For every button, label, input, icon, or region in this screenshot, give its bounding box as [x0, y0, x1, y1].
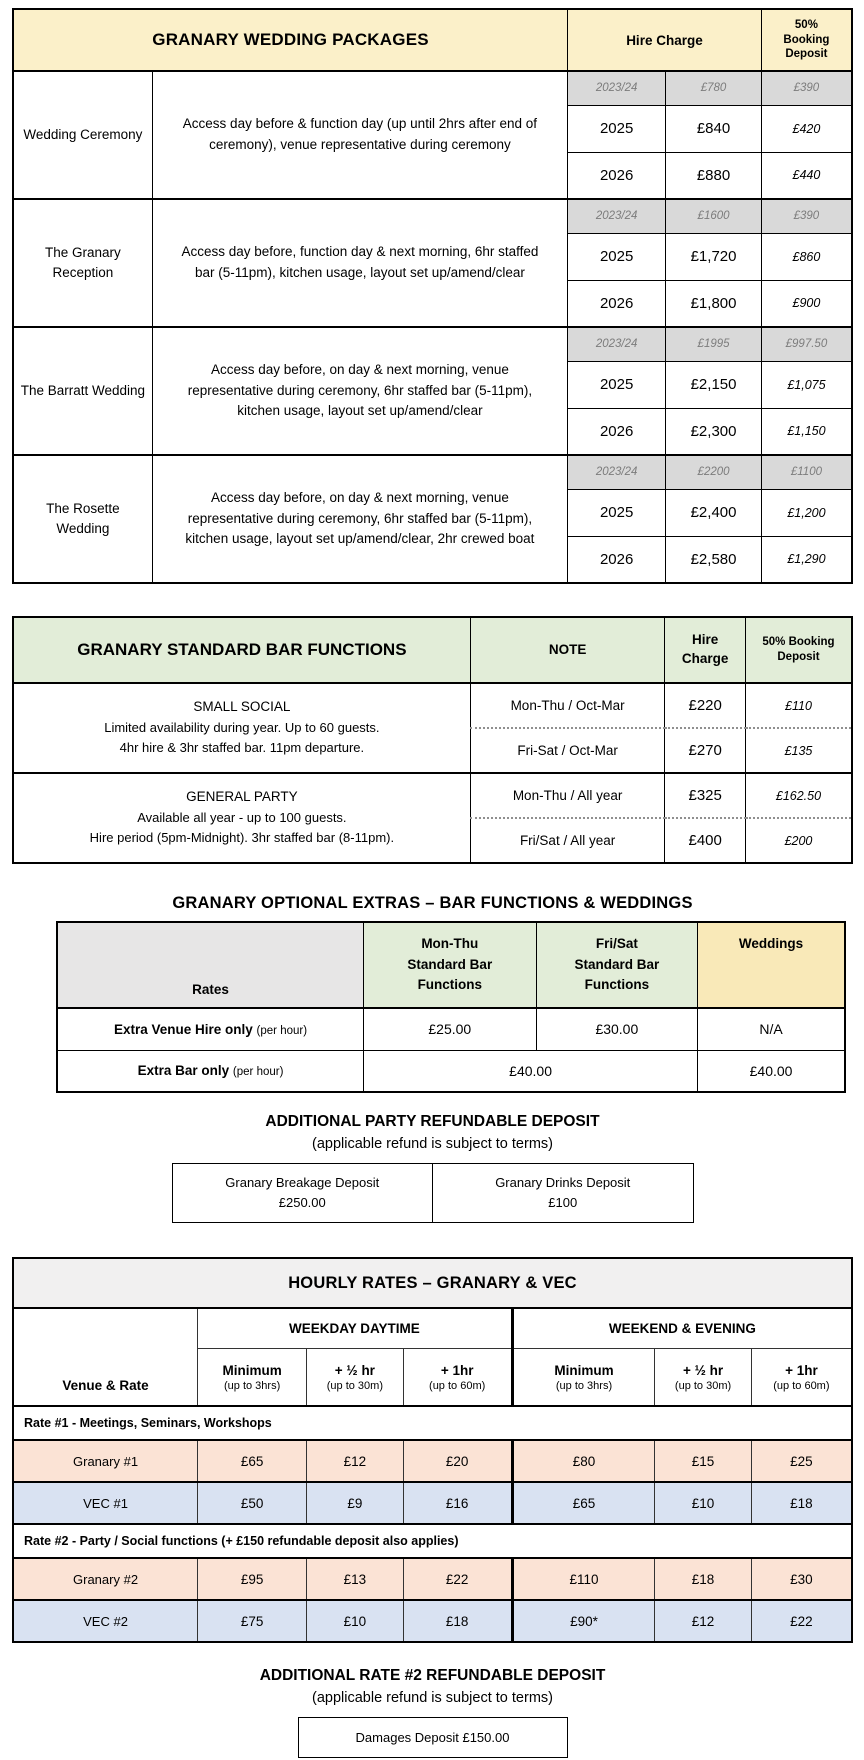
hourly-group-row [13, 1308, 852, 1348]
option-charge: £220 [665, 683, 746, 728]
price-deposit: £1,290 [761, 536, 852, 583]
option-charge: £325 [665, 773, 746, 818]
price-deposit: £390 [761, 199, 852, 233]
price-charge: £2200 [666, 455, 762, 489]
price-deposit: £1,150 [761, 408, 852, 455]
option-note: Fri/Sat / All year [470, 818, 665, 863]
hourly-rates-table [12, 1257, 853, 1643]
party-deposit-subheading: (applicable refund is subject to terms) [312, 1136, 553, 1152]
extras-value-combined: £40.00 [364, 1050, 698, 1092]
optional-extras-table [56, 921, 846, 1093]
venue-rate-name: VEC #2 [13, 1600, 198, 1642]
price-deposit: £420 [761, 105, 852, 152]
option-note: Mon-Thu / All year [470, 773, 665, 818]
table-row [13, 1558, 852, 1600]
wedding-packages-table [12, 8, 853, 584]
option-note: Fri-Sat / Oct-Mar [470, 728, 665, 773]
price-deposit: £1,075 [761, 361, 852, 408]
rate-value: £25 [751, 1440, 852, 1482]
label-text: Extra Venue Hire only [113, 1021, 253, 1037]
rate-value: £80 [512, 1440, 655, 1482]
rate-value: £15 [655, 1440, 751, 1482]
bar-functions-table [12, 616, 853, 864]
deposit-cell [173, 1164, 434, 1222]
deposit-label: Granary Drinks Deposit [495, 1175, 631, 1190]
package-name: The Barratt Wedding [13, 327, 152, 455]
rate-value: £90* [512, 1600, 655, 1642]
price-year: 2026 [568, 152, 666, 199]
rate-value: £95 [198, 1558, 307, 1600]
price-deposit: £900 [761, 280, 852, 327]
option-charge: £400 [665, 818, 746, 863]
extras-row-label [57, 1008, 364, 1050]
rate-band-row [13, 1524, 852, 1558]
package-name: The Granary Reception [13, 199, 152, 327]
subcol-range: (up to 60m) [773, 1379, 830, 1392]
price-year: 2023/24 [568, 455, 666, 489]
price-charge: £1995 [666, 327, 762, 361]
hourly-table-title: HOURLY RATES – GRANARY & VEC [13, 1258, 852, 1308]
table-row [57, 1050, 845, 1092]
function-name: SMALL SOCIAL [193, 699, 291, 715]
label-unit: (per hour) [232, 1066, 284, 1079]
label-text: Extra Bar only [137, 1063, 230, 1079]
price-charge: £1600 [666, 199, 762, 233]
option-note: Mon-Thu / Oct-Mar [470, 683, 665, 728]
subcol-main: + 1hr [785, 1362, 818, 1378]
table-row [57, 1008, 845, 1050]
price-charge: £2,400 [666, 489, 762, 536]
subcol-range: (up to 60m) [429, 1379, 486, 1392]
hire-charge-header: Hire Charge [665, 617, 746, 683]
venue-rate-name: VEC #1 [13, 1482, 198, 1524]
subcol-header [307, 1348, 403, 1406]
function-name: GENERAL PARTY [186, 789, 298, 805]
weddings-header: Weddings [698, 922, 845, 1008]
rate-value: £18 [751, 1482, 852, 1524]
extras-value: £30.00 [536, 1008, 698, 1050]
rate-value: £18 [403, 1600, 512, 1642]
hire-charge-header: Hire Charge [568, 9, 762, 71]
table-row [13, 773, 852, 818]
rate-value: £10 [307, 1600, 403, 1642]
option-deposit: £200 [745, 818, 852, 863]
price-year: 2023/24 [568, 71, 666, 105]
rates-header: Rates [57, 922, 364, 1008]
price-year: 2025 [568, 105, 666, 152]
rate-value: £65 [512, 1482, 655, 1524]
table-row [13, 455, 852, 489]
subcol-range: (up to 3hrs) [555, 1379, 613, 1392]
package-description: Access day before & function day (up until 2hrs after end of ceremony), venue representative during ceremony [152, 71, 567, 199]
monthu-header [364, 922, 537, 1008]
package-description: Access day before, on day & next morning, venue representative during ceremony, 6hr staffed bar (5-11pm), kitchen usage, layout set up/amend/clear, 2hr crewed boat [152, 455, 567, 583]
rate-band-row [13, 1406, 852, 1440]
extras-value: £25.00 [364, 1008, 537, 1050]
extras-row-label [57, 1050, 364, 1092]
rate-value: £22 [751, 1600, 852, 1642]
wedding-header-row [13, 9, 852, 71]
function-desc-line: Available all year - up to 100 guests. [137, 810, 347, 826]
subcol-main: Minimum [554, 1362, 614, 1378]
rate-value: £75 [198, 1600, 307, 1642]
booking-deposit-header: 50% Booking Deposit [761, 9, 852, 71]
rate-value: £20 [403, 1440, 512, 1482]
price-deposit: £860 [761, 233, 852, 280]
price-charge: £2,150 [666, 361, 762, 408]
note-header: NOTE [470, 617, 665, 683]
rate2-deposit-heading: ADDITIONAL RATE #2 REFUNDABLE DEPOSIT [259, 1667, 606, 1685]
package-name: Wedding Ceremony [13, 71, 152, 199]
header-line: Standard Bar [574, 956, 660, 972]
price-deposit: £440 [761, 152, 852, 199]
price-year: 2023/24 [568, 327, 666, 361]
rate-value: £110 [512, 1558, 655, 1600]
header-line: Standard Bar [407, 956, 493, 972]
booking-deposit-header: 50% Booking Deposit [745, 617, 852, 683]
option-charge: £270 [665, 728, 746, 773]
price-deposit: £1100 [761, 455, 852, 489]
subcol-range: (up to 3hrs) [223, 1379, 281, 1392]
rate-value: £50 [198, 1482, 307, 1524]
table-row [13, 1482, 852, 1524]
price-charge: £1,800 [666, 280, 762, 327]
function-desc-line: 4hr hire & 3hr staffed bar. 11pm departure. [119, 740, 365, 756]
weekend-group-header: WEEKEND & EVENING [512, 1308, 852, 1348]
price-deposit: £390 [761, 71, 852, 105]
header-line: Functions [584, 977, 650, 993]
deposit-cell [433, 1164, 693, 1222]
price-charge: £780 [666, 71, 762, 105]
table-row [13, 199, 852, 233]
rate-value: £13 [307, 1558, 403, 1600]
venue-rate-name: Granary #1 [13, 1440, 198, 1482]
bar-table-title: GRANARY STANDARD BAR FUNCTIONS [13, 617, 470, 683]
subcol-header [512, 1348, 655, 1406]
price-charge: £2,300 [666, 408, 762, 455]
function-description [13, 683, 470, 773]
function-desc-line: Hire period (5pm-Midnight). 3hr staffed bar (8-11pm). [89, 830, 395, 846]
rate2-deposit-subheading: (applicable refund is subject to terms) [312, 1690, 553, 1707]
subcol-header [655, 1348, 751, 1406]
package-name: The Rosette Wedding [13, 455, 152, 583]
table-row [13, 71, 852, 105]
party-deposit-heading: ADDITIONAL PARTY REFUNDABLE DEPOSIT [265, 1113, 600, 1130]
table-row [13, 327, 852, 361]
rate-value: £22 [403, 1558, 512, 1600]
table-row [13, 683, 852, 728]
rate-value: £10 [655, 1482, 751, 1524]
subcol-header [198, 1348, 307, 1406]
price-year: 2025 [568, 361, 666, 408]
deposit-label: Granary Breakage Deposit [225, 1175, 380, 1190]
package-description: Access day before, on day & next morning, venue representative during ceremony, 6hr staffed bar (5-11pm), kitchen usage, layout set up/amend/clear [152, 327, 567, 455]
rate-value: £30 [751, 1558, 852, 1600]
damages-deposit-box: Damages Deposit £150.00 [298, 1717, 568, 1758]
wedding-table-title: GRANARY WEDDING PACKAGES [13, 9, 568, 71]
option-deposit: £162.50 [745, 773, 852, 818]
price-year: 2025 [568, 489, 666, 536]
function-desc-line: Limited availability during year. Up to 60 guests. [104, 720, 380, 736]
subcol-header [751, 1348, 852, 1406]
optional-extras-title: GRANARY OPTIONAL EXTRAS – BAR FUNCTIONS & WEDDINGS [172, 894, 693, 912]
subcol-range: (up to 30m) [326, 1379, 383, 1392]
price-year: 2023/24 [568, 199, 666, 233]
rate-value: £12 [307, 1440, 403, 1482]
party-deposit-box [172, 1163, 694, 1223]
subcol-header [403, 1348, 512, 1406]
bar-header-row [13, 617, 852, 683]
header-line: Functions [417, 977, 483, 993]
price-year: 2026 [568, 280, 666, 327]
weekday-group-header: WEEKDAY DAYTIME [198, 1308, 513, 1348]
table-row [13, 1440, 852, 1482]
rate-value: £18 [655, 1558, 751, 1600]
rate-value: £9 [307, 1482, 403, 1524]
package-description: Access day before, function day & next morning, 6hr staffed bar (5-11pm), kitchen usage, layout set up/amend/clear [152, 199, 567, 327]
venue-rate-header: Venue & Rate [13, 1308, 198, 1406]
subcol-range: (up to 30m) [674, 1379, 732, 1392]
price-deposit: £997.50 [761, 327, 852, 361]
subcol-main: + ½ hr [334, 1362, 375, 1378]
function-description [13, 773, 470, 863]
table-row [13, 1600, 852, 1642]
rate-value: £12 [655, 1600, 751, 1642]
rate2-band-label: Rate #2 - Party / Social functions (+ £150 refundable deposit also applies) [13, 1524, 852, 1558]
header-line: Fri/Sat [595, 935, 638, 951]
option-deposit: £110 [745, 683, 852, 728]
frisat-header [536, 922, 698, 1008]
rate1-band-label: Rate #1 - Meetings, Seminars, Workshops [13, 1406, 852, 1440]
subcol-main: + ½ hr [682, 1362, 724, 1378]
price-year: 2026 [568, 536, 666, 583]
label-unit: (per hour) [256, 1024, 308, 1037]
price-charge: £2,580 [666, 536, 762, 583]
extras-header-row [57, 922, 845, 1008]
subcol-main: + 1hr [440, 1362, 474, 1378]
extras-value: N/A [698, 1008, 845, 1050]
option-deposit: £135 [745, 728, 852, 773]
price-charge: £880 [666, 152, 762, 199]
rate-value: £65 [198, 1440, 307, 1482]
subcol-main: Minimum [222, 1362, 282, 1378]
rate-value: £16 [403, 1482, 512, 1524]
header-line: Mon-Thu [421, 935, 479, 951]
price-charge: £840 [666, 105, 762, 152]
extras-value: £40.00 [698, 1050, 845, 1092]
deposit-amount: £250.00 [278, 1195, 326, 1211]
hourly-title-row [13, 1258, 852, 1308]
deposit-amount: £100 [548, 1195, 578, 1211]
price-charge: £1,720 [666, 233, 762, 280]
price-year: 2025 [568, 233, 666, 280]
venue-rate-name: Granary #2 [13, 1558, 198, 1600]
price-year: 2026 [568, 408, 666, 455]
price-deposit: £1,200 [761, 489, 852, 536]
